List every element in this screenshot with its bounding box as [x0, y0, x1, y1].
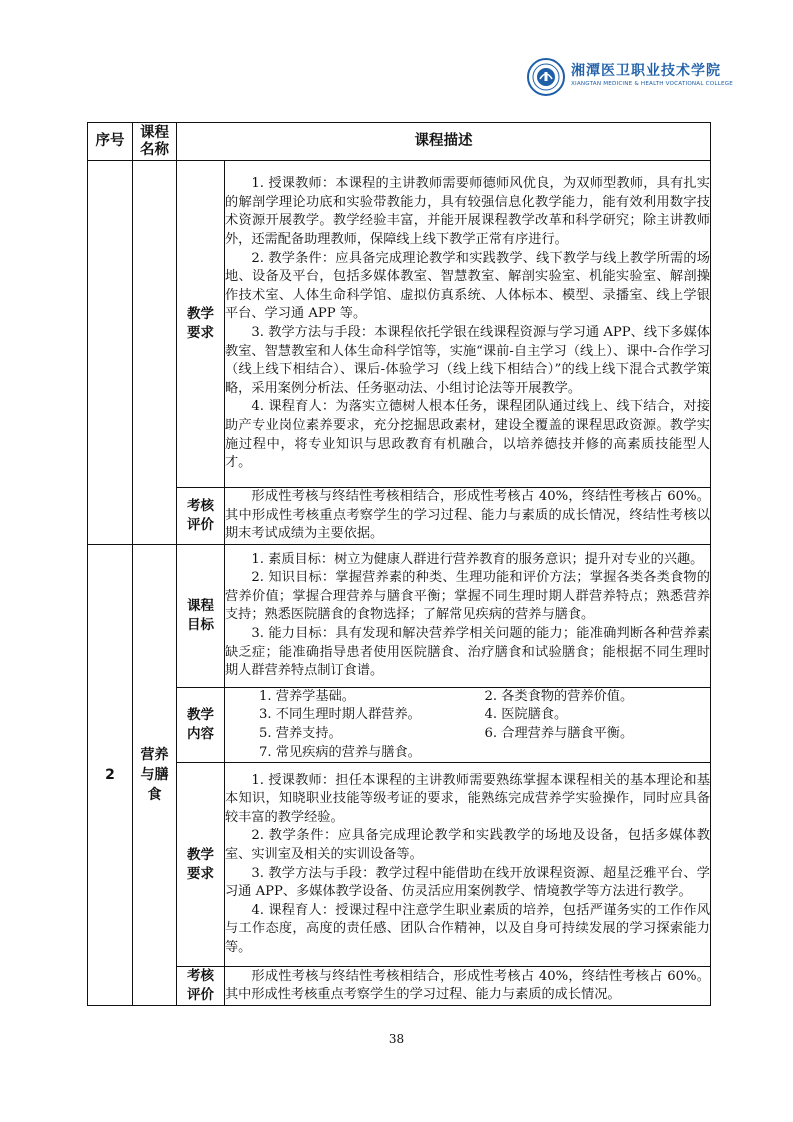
course1-seq-cell: [88, 161, 133, 545]
label-line: 考核: [187, 968, 214, 985]
list-item: 3. 不同生理时期人群营养。: [259, 707, 421, 723]
course1-name-cell: [133, 161, 177, 545]
course2-content-row: [88, 687, 711, 762]
paragraph: 2. 教学条件：应具备完成理论教学和实践教学的场地及设备，包括多媒体教室、实训室及相关的实训设备等。: [225, 828, 710, 863]
label-line: 要求: [187, 325, 214, 341]
header-course-name: [133, 123, 177, 161]
label-line: 教学: [187, 846, 214, 863]
paragraph: 4. 课程育人：授课过程中注意学生职业素质的培养，包括严谨务实的工作作风与工作态度，高度的责任感、团队合作精神，以及自身可持续发展的学习探索能力等。: [225, 902, 710, 956]
content-list: [225, 688, 710, 762]
paragraph: 3. 能力目标：具有发现和解决营养学相关问题的能力；能准确判断各种营养素缺乏症；能准确指导患者使用医院膳食、治疗膳食和试验膳食；能根据不同生理时期人群营养特点制订食谱。: [225, 626, 710, 679]
course2-goal-desc: [225, 544, 711, 687]
label-line: 考核: [187, 497, 214, 514]
course2-goal-label: [177, 544, 225, 687]
paragraph: 形成性考核与终结性考核相结合，形成性考核占 40%，终结性考核占 60%。其中形成性考核重点考察学生的学习过程、能力与素质的成长情况，终结性考核以期末考试成绩为主要依据。: [225, 489, 710, 542]
paragraph: 2. 教学条件：应具备完成理论教学和实践教学、线下教学与线上教学所需的场地、设备及平台，包括多媒体教室、智慧教室、解剖实验室、机能实验室、解剖操作技术室、人体生命科学馆、虚拟仿真系统、人体标本、模型、录播室、线上学银平台、学习通 APP 等。: [225, 250, 710, 322]
list-item: 5. 营养支持。: [259, 725, 342, 741]
header-course-name-line1: 课程: [140, 124, 169, 141]
paragraph: 3. 教学方法与手段：本课程依托学银在线课程资源与学习通 APP、线下多媒体教室、智慧教室和人体生命科学馆等，实施“课前-自主学习（线上）、课中-合作学习（线上线下相结合）、课后-体验学习（线上线下相结合）”的线上线下混合式教学策略，采用案例分析法、任务驱动法、小组讨论法等开展教学。: [225, 325, 710, 396]
label-line: 教学: [187, 706, 214, 723]
course1-teach-req-desc: [225, 161, 711, 488]
list-item: 7. 常见疾病的营养与膳食。: [259, 744, 421, 760]
paragraph: 2. 知识目标：掌握营养素的种类、生理功能和评价方法；掌握各类各类食物的营养价值；掌握合理营养与膳食平衡；掌握不同生理时期人群营养特点；熟悉营养支持；熟悉医院膳食的食物选择；了解常见疾病的营养与膳食。: [225, 570, 710, 623]
logo-english-name: XIANGTAN MEDICINE & HEALTH VOCATIONAL COLLEGE: [571, 81, 733, 87]
course2-content-desc: [225, 687, 711, 762]
course-table: [87, 122, 711, 1006]
course2-assess-desc: [225, 967, 711, 1006]
label-line: 教学: [187, 306, 214, 322]
table-header-row: [88, 123, 711, 161]
course2-teach-req-row: [88, 763, 711, 967]
course-name-line: 营养: [140, 746, 169, 763]
course1-assess-row: [88, 488, 711, 545]
course-name-line: 与膳: [140, 766, 169, 783]
course-name-line: 食: [147, 786, 162, 803]
college-seal-icon: [527, 58, 565, 96]
course2-teach-req-desc: [225, 763, 711, 967]
course2-assess-row: [88, 967, 711, 1006]
label-line: 评价: [187, 516, 214, 533]
course1-assess-label: [177, 488, 225, 545]
paragraph: 1. 素质目标：树立为健康人群进行营养教育的服务意识；提升对专业的兴趣。: [251, 551, 704, 567]
course2-teach-req-label: [177, 763, 225, 967]
paragraph: 3. 教学方法与手段：教学过程中能借助在线开放课程资源、超星泛雅平台、学习通 APP、多媒体教学设备、仿灵活应用案例教学、情境教学等方法进行教学。: [225, 865, 710, 900]
course2-goal-row: [88, 544, 711, 687]
list-item: 6. 合理营养与膳食平衡。: [484, 725, 634, 741]
course2-seq-cell: 2: [88, 544, 133, 1005]
course2-name-cell: [133, 544, 177, 1005]
course2-assess-label: [177, 967, 225, 1006]
label-line: 评价: [187, 987, 214, 1004]
page-number: 38: [388, 1032, 405, 1046]
header-course-desc: 课程描述: [177, 123, 711, 161]
course2-content-label: [177, 687, 225, 762]
list-item: 1. 营养学基础。: [259, 688, 355, 704]
paragraph: 1. 授课教师：本课程的主讲教师需要师德师风优良，为双师型教师，具有扎实的解剖学理论功底和实验带教能力，具有较强信息化教学能力，能有效利用数字技术资源开展教学。教学经验丰富，并能开展课程教学改革和科学研究；除主讲教师外，还需配备助理教师，保障线上线下教学正常有序进行。: [225, 176, 710, 248]
paragraph: 1. 授课教师：担任本课程的主讲教师需要熟练掌握本课程相关的基本理论和基本知识，知晓职业技能等级考证的要求，能熟练完成营养学实验操作，同时应具备较丰富的教学经验。: [225, 772, 710, 825]
list-item: 2. 各类食物的营养价值。: [484, 688, 634, 704]
header-seq: 序号: [88, 123, 133, 161]
label-line: 内容: [187, 725, 214, 742]
list-item: 4. 医院膳食。: [484, 707, 568, 723]
course1-teach-req-label: [177, 161, 225, 488]
header-course-name-line2: 名称: [140, 141, 169, 158]
label-line: 要求: [187, 865, 214, 882]
label-line: 课程: [187, 597, 214, 614]
course1-assess-desc: [225, 488, 711, 545]
paragraph: 4. 课程育人：为落实立德树人根本任务，课程团队通过线上、线下结合，对接助产专业岗位素养要求，充分挖掘思政素材，建设全覆盖的课程思政资源。教学实施过程中，将专业知识与思政教育有机融合，以培养德技并修的高素质技能型人才。: [225, 399, 710, 471]
paragraph: 形成性考核与终结性考核相结合，形成性考核占 40%，终结性考核占 60%。其中形成性考核重点考察学生的学习过程、能力与素质的成长情况。: [225, 968, 710, 1003]
college-logo: [527, 56, 733, 98]
logo-chinese-name: 湘潭医卫职业技术学院: [571, 63, 721, 79]
course1-teach-req-row: [88, 161, 711, 488]
label-line: 目标: [187, 616, 214, 633]
